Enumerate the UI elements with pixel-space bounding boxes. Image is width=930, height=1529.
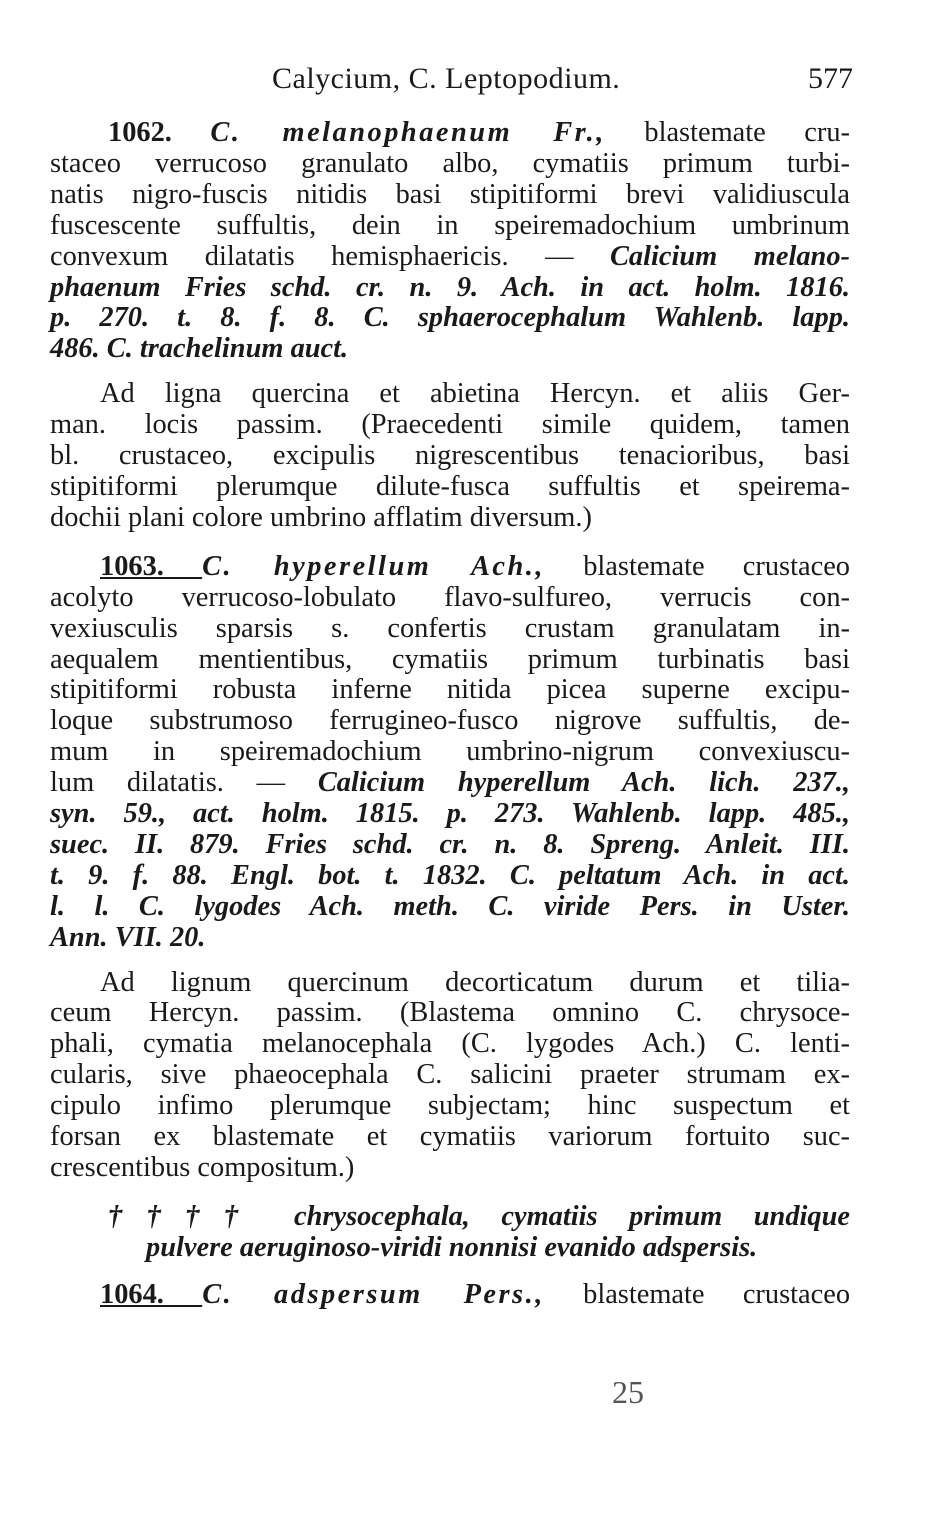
group-heading-line: pulvere aeruginoso-viridi nonnisi evanido adspersis. (146, 1231, 758, 1263)
synonym-text: Calicium hyperellum Ach. lich. 237., (317, 767, 850, 799)
entry-line: aequalem mentientibus, cymatiis primum turbinatis basi (50, 643, 850, 675)
entry-text: convexum dilatatis hemisphaericis. — (50, 240, 610, 272)
species-name: C. adspersum Pers., (202, 1278, 545, 1310)
page-body (50, 118, 850, 1311)
note-line: cipulo infimo plerumque subjectam; hinc suspectum et (50, 1090, 850, 1122)
entry-1063 (50, 552, 850, 1184)
note-line: crescentibus compositum.) (50, 1152, 355, 1183)
entry-line (50, 118, 850, 149)
synonym-line: syn. 59., act. holm. 1815. p. 273. Wahlenb. lapp. 485., (50, 798, 850, 830)
note-line: ceum Hercyn. passim. (Blastema omnino C. chrysoce- (50, 997, 850, 1029)
group-heading (50, 1202, 850, 1264)
entry-line (50, 242, 850, 273)
entry-text: lum dilatatis. — (50, 767, 318, 799)
synonym-line: p. 270. t. 8. f. 8. C. sphaerocephalum Wahlenb. lapp. (50, 302, 850, 334)
note-line: Ad lignum quercinum decorticatum durum et tilia- (100, 966, 850, 998)
species-name: C. hyperellum Ach., (202, 550, 545, 582)
note-line: forsan ex blastemate et cymatiis variorum fortuito suc- (50, 1121, 850, 1153)
habitat-note (50, 379, 850, 534)
entry-line: acolyto verrucoso-lobulato flavo-sulfureo, verrucis con- (50, 581, 850, 613)
entry-number: 1064. (100, 1278, 203, 1310)
note-line: dochii plani colore umbrino afflatim diversum.) (50, 501, 592, 533)
note-line: stipitiformi plerumque dilute-fusca suffultis et speirema- (50, 470, 850, 502)
group-heading-line: †††† chrysocephala, cymatiis primum undique (108, 1200, 850, 1232)
page-number: 577 (808, 62, 853, 95)
entry-number: 1063. (100, 550, 203, 582)
habitat-note (50, 968, 850, 1184)
entry-line (50, 768, 850, 799)
entry-line: fuscescente suffultis, dein in speiremadochium umbrinum (50, 209, 850, 241)
note-line: cularis, sive phaeocephala C. salicini praeter strumam ex- (50, 1059, 850, 1091)
page-header (0, 62, 930, 102)
entry-line: staceo verrucoso granulato albo, cymatiis primum turbi- (50, 147, 850, 179)
synonym-line: Ann. VII. 20. (50, 921, 206, 953)
running-title: Calycium, C. Leptopodium. (272, 62, 621, 95)
entry-text: blastemate crustaceo (544, 1278, 851, 1310)
entry-line: vexiusculis sparsis s. confertis crustam granulatam in- (50, 612, 850, 644)
entry-line (50, 1280, 850, 1311)
synonym-text: Calicium melano- (610, 240, 850, 272)
signature-mark: 25 (612, 1374, 644, 1410)
entry-line: mum in speiremadochium umbrino-nigrum convexiuscu- (50, 736, 850, 768)
entry-line (50, 552, 850, 583)
note-line: Ad ligna quercina et abietina Hercyn. et aliis Ger- (100, 378, 850, 410)
note-line: man. locis passim. (Praecedenti simile quidem, tamen (50, 409, 850, 441)
synonym-line: phaenum Fries schd. cr. n. 9. Ach. in act. holm. 1816. (50, 271, 850, 303)
synonym-line: t. 9. f. 88. Engl. bot. t. 1832. C. peltatum Ach. in act. (50, 859, 850, 891)
synonym-line: l. l. C. lygodes Ach. meth. C. viride Pers. in Uster. (50, 890, 850, 922)
entry-text: blastemate cru- (605, 117, 851, 148)
entry-line: natis nigro-fuscis nitidis basi stipitiformi brevi validiuscula (50, 178, 850, 210)
entry-1062 (50, 118, 850, 534)
entry-text: blastemate crustaceo (545, 550, 850, 582)
note-line: bl. crustaceo, excipulis nigrescentibus tenacioribus, basi (50, 440, 850, 472)
entry-line: loque substrumoso ferrugineo-fusco nigrove suffultis, de- (50, 705, 850, 737)
note-line: phali, cymatia melanocephala (C. lygodes Ach.) C. lenti- (50, 1028, 850, 1060)
species-name: C. melanophaenum Fr., (210, 117, 606, 148)
entry-number: 1062. (108, 117, 211, 148)
synonym-line: suec. II. 879. Fries schd. cr. n. 8. Spreng. Anleit. III. (50, 828, 850, 860)
synonym-line: 486. C. trachelinum auct. (50, 333, 349, 365)
entry-line: stipitiformi robusta inferne nitida picea superne excipu- (50, 674, 850, 706)
entry-1064 (50, 1280, 850, 1311)
